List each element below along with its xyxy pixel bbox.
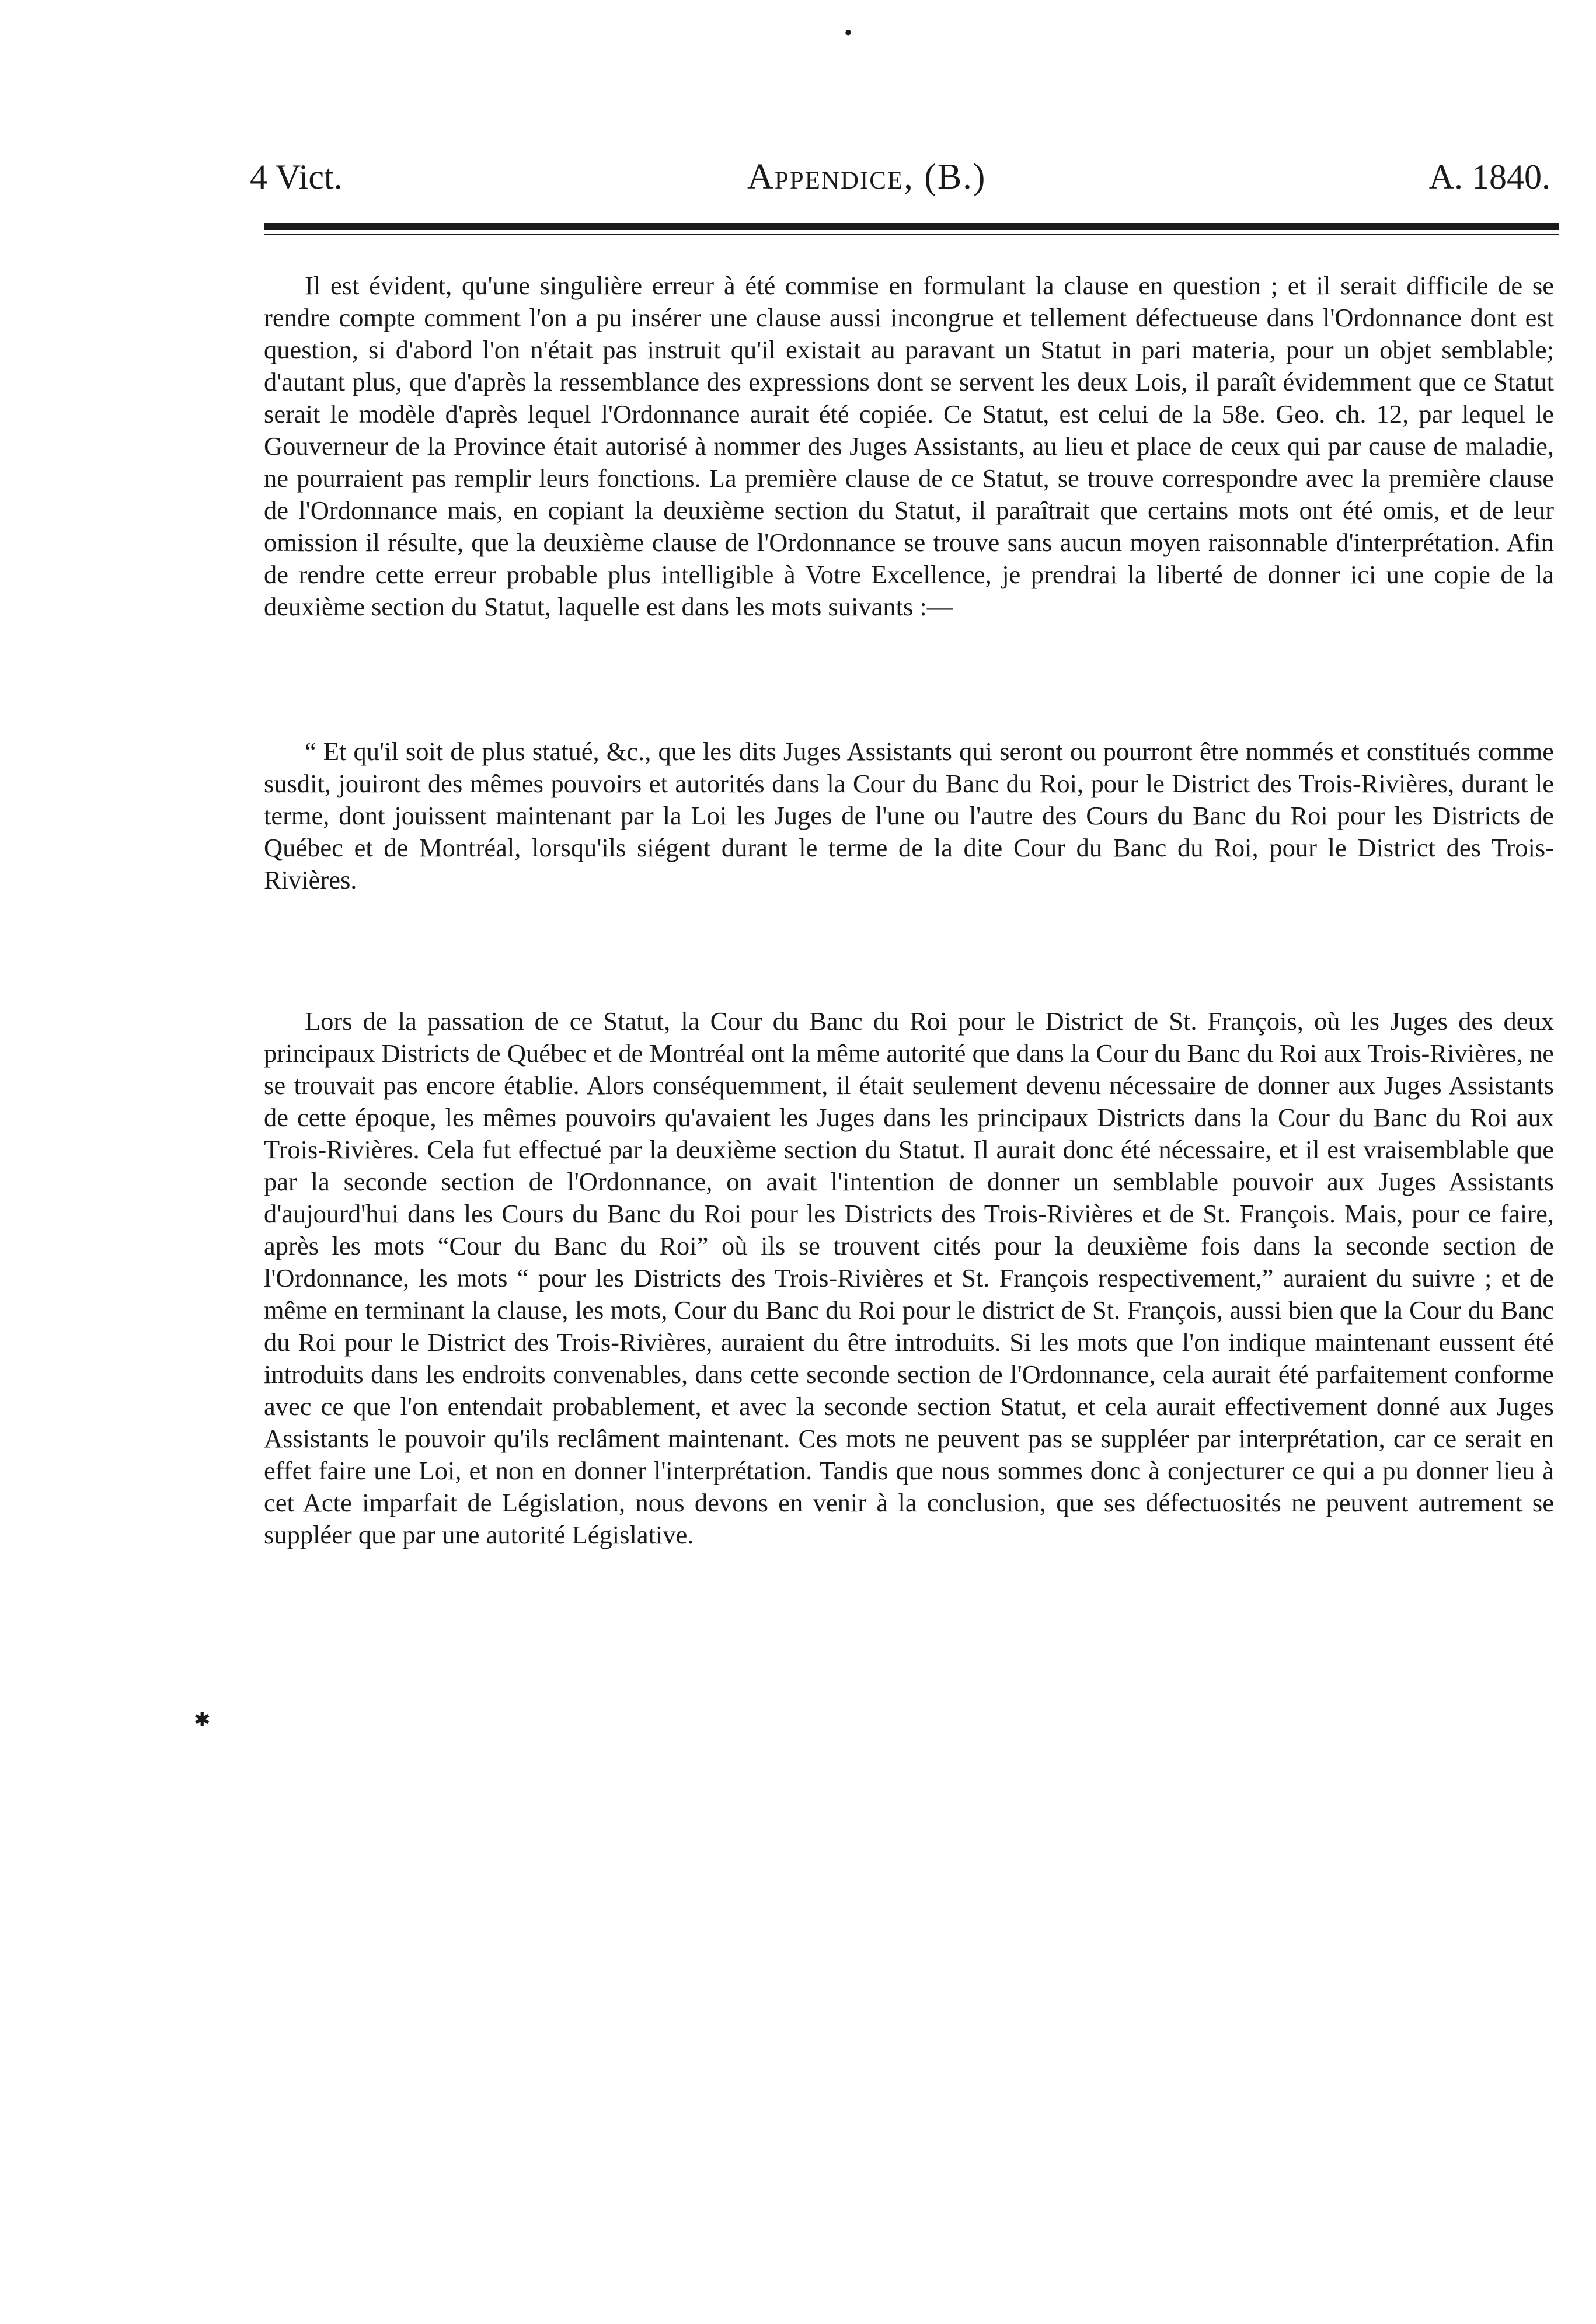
top-dot-mark: • bbox=[844, 19, 853, 46]
paragraph-analysis: Lors de la passation de ce Statut, la Cour du Banc du Roi pour le District de St. François, où les Juges des deux principaux Districts de Québec et de Montréal ont la même autorité que dans la Cour du Banc du Roi aux Trois-Rivières, ne se trouvait pas encore établie. Alors conséquemment, il était seulement devenu nécessaire de donner aux Juges Assistants de cette époque, les mêmes pouvoirs qu'avaient les Juges dans les principaux Districts dans la Cour du Banc du Roi aux Trois-Rivières. Cela fut effectué par la deuxième section du Statut. Il aurait donc été nécessaire, et il est vraisemblable que par la seconde section de l'Ordonnance, on avait l'intention de donner un semblable pouvoir aux Juges Assistants d'aujourd'hui dans les Cours du Banc du Roi pour les Districts des Trois-Rivières et de St. François. Mais, pour ce faire, après les mots “Cour du Banc du Roi” où ils se trouvent cités pour la deuxième fois dans la seconde section de l'Ordonnance, les mots “ pour les Districts des Trois-Rivières et St. François respectivement,” auraient du suivre ; et de même en terminant la clause, les mots, Cour du Banc du Roi pour le district de St. François, aussi bien que la Cour du Banc du Roi pour le District des Trois-Rivières, auraient du être introduits. Si les mots que l'on indique maintenant eussent été introduits dans les endroits convenables, dans cette seconde section de l'Ordonnance, cela aurait été parfaitement conforme avec ce que l'on entendait probablement, et avec la seconde section Statut, et cela aurait effectivement donné aux Juges Assistants le pouvoir qu'ils reclâment maintenant. Ces mots ne peuvent pas se suppléer par interprétation, car ce serait en effet faire une Loi, et non en donner l'interprétation. Tandis que nous sommes donc à conjecturer ce qui a pu donner lieu à cet Acte imparfait de Législation, nous devons en venir à la conclusion, que ses défectuosités ne peuvent autrement se suppléer que par une autorité Législative. bbox=[264, 1006, 1554, 1549]
header-year: A. 1840. bbox=[1428, 158, 1550, 196]
header-title: Appendice, (B.) bbox=[747, 157, 987, 197]
margin-star-mark: ✱ bbox=[194, 1709, 211, 1731]
paragraph-statute-quote: “ Et qu'il soit de plus statué, &c., que les dits Juges Assistants qui seront ou pourront être nommés et constitués comme susdit, jouiront des mêmes pouvoirs et autorités dans la Cour du Banc du Roi, pour le District des Trois-Rivières, durant le terme, dont jouissent maintenant par la Loi les Juges de l'une ou l'autre des Cours du Banc du Roi pour les Districts de Québec et de Montréal, lorsqu'ils siégent durant le terme de la dite Cour du Banc du Roi, pour le District des Trois-Rivières. bbox=[264, 737, 1554, 894]
page-header bbox=[244, 151, 1550, 203]
paragraph-intro: Il est évident, qu'une singulière erreur à été commise en formulant la clause en question ; et il serait difficile de se rendre compte comment l'on a pu insérer une clause aussi incongrue et tellement défectueuse dans l'Ordonnance dont est question, si d'abord l'on n'était pas instruit qu'il existait au paravant un Statut in pari materia, pour un objet semblable; d'autant plus, que d'après la ressemblance des expressions dont se servent les deux Lois, il paraît évidemment que ce Statut serait le modèle d'après lequel l'Ordonnance aurait été copiée. Ce Statut, est celui de la 58e. Geo. ch. 12, par lequel le Gouverneur de la Province était autorisé à nommer des Juges Assistants, au lieu et place de ceux qui par cause de maladie, ne pourraient pas remplir leurs fonctions. La première clause de ce Statut, se trouve correspondre avec la première clause de l'Ordonnance mais, en copiant la deuxième section du Statut, il paraîtrait que certains mots ont été omis, et de leur omission il résulte, que la deuxième clause de l'Ordonnance se trouve sans aucun moyen raisonnable d'interprétation. Afin de rendre cette erreur probable plus intelligible à Votre Excellence, je prendrai la liberté de donner ici une copie de la deuxième section du Statut, laquelle est dans les mots suivants :— bbox=[264, 271, 1554, 621]
header-rule-thin bbox=[264, 234, 1559, 235]
header-rule-thick bbox=[264, 223, 1559, 230]
header-session: 4 Vict. bbox=[250, 158, 343, 196]
